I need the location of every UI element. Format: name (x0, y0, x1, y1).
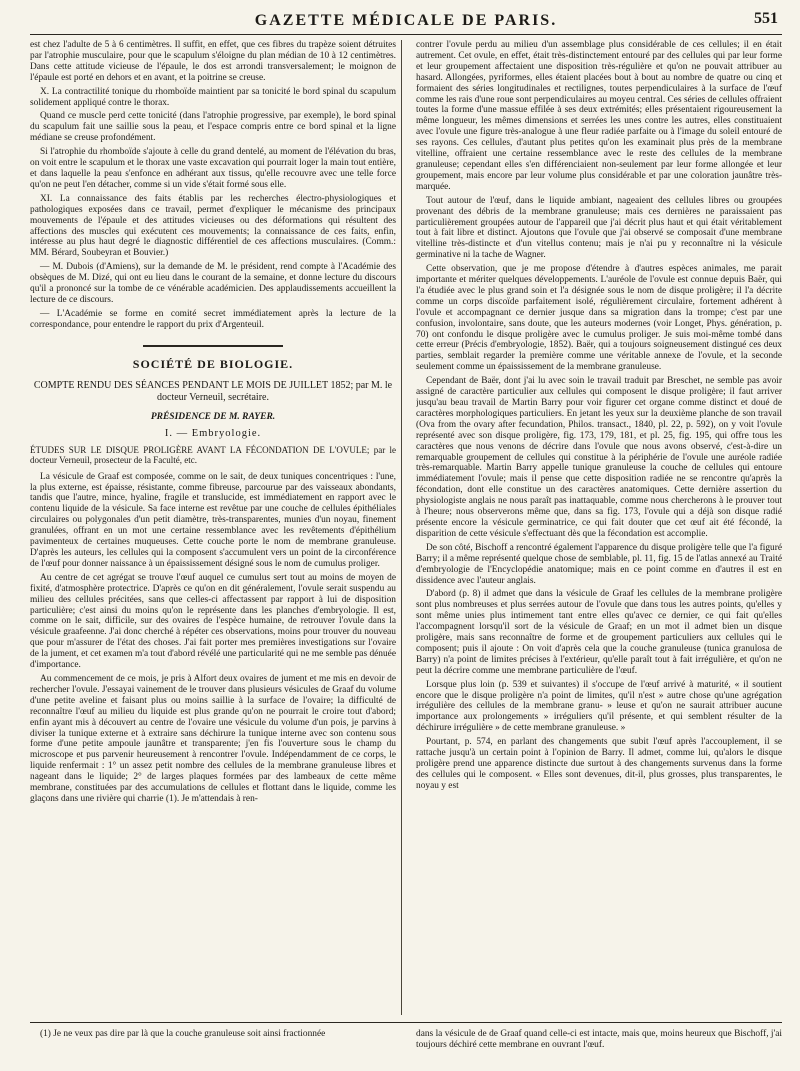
section-heading: I. — Embryologie. (164, 427, 262, 439)
columns (30, 40, 782, 1015)
paragraph: La vésicule de Graaf est composée, comme on le sait, de deux tuniques concentriques : l'une, la plus externe, est épaisse, résistante, comme fibreuse, parcourue par des vaisseaux abondants, tandis que l'autre, mince, hyaline, fragile et translucide, est immédiatement en rapport avec le contenu liquide de la vésicule. Sa face interne est revêtue par une couche de cellules épithéliales circulaires ou polygonales d'un petit diamètre, très-transparentes, munies d'un noyau, finement granulées, offrant en un mot une certaine ressemblance avec les revêtements d'épithélium pavimenteux de certaines muqueuses. Cette couche porte le nom de membrane granuleuse. D'après les auteurs, les cellules qui la composent s'accumulent vers un point de la circonférence de l'œuf pour donner naissance à un épaississement désigné sous le nom de cumulus proliger. (30, 471, 396, 569)
paragraph: Tout autour de l'œuf, dans le liquide ambiant, nageaient des cellules libres ou groupées provenant des débris de la membrane granuleuse; mais ces dernières ne paraissaient pas particulièrement groupées autour de l'appareil que j'ai décrit plus haut et qui était véritablement tout à fait libre et distinct. Ajoutons que l'ovule que j'ai observé se composait d'une membrane vitelline très-distincte et d'un vitellus contenu; mais je n'ai pu y reconnaître ni la vésicule germinative ni la tache de Wagner. (416, 195, 782, 261)
paragraph: Lorsque plus loin (p. 539 et suivantes) il s'occupe de l'œuf arrivé à maturité, « il soutient encore que le disque proligère n'a point de limites, qu'il n'est » autre chose qu'une agrégation irrégulière des cellules de la membrane granu- » leuse et qu'on ne saurait attribuer aucune importance aux prolongements » irréguliers qu'il présente, et qui semblent résulter de la déchirure irrégulière » de cette membrane granuleuse. » (416, 679, 782, 734)
section-rule (143, 345, 283, 347)
footnote-right: dans la vésicule de de Graaf quand celle-ci est intacte, mais que, moins heureux que Bischoff, j'ai toujours déchiré cette membrane en ouvrant l'œuf. (416, 1029, 782, 1050)
presidency-heading: PRÉSIDENCE DE M. RAYER. (150, 411, 276, 422)
paragraph: Cependant de Baër, dont j'ai lu avec soin le travail traduit par Breschet, ne semble pas avoir assigné de caractère particulier aux cellules qui composent le disque proligère; il faut arriver jusqu'au beau travail de Martin Barry pour voir figurer cet organe comme distinct et doué de caractères morphologiques particuliers. En jetant les yeux sur la deuxième planche de son travail (Ova from the ovary after fecundation, Philos. transact., 1840, pl. 22, p. 592), on y voit l'ovule représenté avec son disque proligère, fig. 173, 179, 181, et pl. 25, fig. 195, qui offre tous les caractères que nous venons de décrire dans l'ovule que nous avons observé, c'est-à-dire un remarquable groupement de cellules qui constitue à la périphérie de l'ovule une auréole radiée très-remarquable. Martin Barry appelle tunique granuleuse la couche de cellules qui entoure immédiatement l'ovule; mais il pense que cette disposition radiée ne se rencontre qu'après la fécondation, dont elle constitue un des caractères anatomiques. Cette dernière assertion du physiologiste anglais ne nous paraît pas inattaquable, comme nous chercherons à le prouver tout à l'heure; nous observerons même que, dans sa fig. 173, l'ovule qui a déjà son disque radié présente encore la vésicule germinatrice, ce qui fait douter que cet œuf ait été fécondé, la disparition de cette vésicule s'effectuant dès que la fécondation est accomplie. (416, 376, 782, 539)
paragraph: De son côté, Bischoff a rencontré également l'apparence du disque proligère telle que l'a figuré Barry; il a même représenté quelque chose de semblable, pl. 11, fig. 15 de l'atlas annexé au Traité d'embryologie de l'Encyclopédie anatomique; mais en ce point comme en d'autres il est en dissidence avec l'auteur anglais. (416, 542, 782, 586)
footnote-left: (1) Je ne veux pas dire par là que la couche granuleuse soit ainsi fractionnée (40, 1029, 326, 1039)
paragraph: — L'Académie se forme en comité secret immédiatement après la lecture de la correspondance, pour entendre le rapport du prix d'Argenteuil. (30, 308, 396, 330)
society-heading: SOCIÉTÉ DE BIOLOGIE. (132, 356, 294, 371)
journal-title: GAZETTE MÉDICALE DE PARIS. (254, 12, 558, 29)
session-report-heading: COMPTE RENDU DES SÉANCES PENDANT LE MOIS DE JUILLET 1852; par M. le docteur Verneuil, secrétaire. (33, 379, 393, 403)
paragraph: XI. La connaissance des faits établis par les recherches électro-physiologiques et pathologiques exposées dans ce travail, permet d'expliquer le mécanisme des principaux mouvements de l'épaule et des attitudes vicieuses ou des déformations qui résultent des affections des muscles qui exécutent ces mouvements; la connaissance de ces faits, enfin, intéresse au plus haut degré le diagnostic différentiel de ces affections musculaires. (Comm.: MM. Bérard, Soubeyran et Bouvier.) (30, 193, 396, 259)
paragraph: Au centre de cet agrégat se trouve l'œuf auquel ce cumulus sert tout au moins de moyen de fixité, d'atmosphère protectrice. D'après ce qu'on en dit généralement, l'ovule serait suspendu au milieu des cellules précitées, sans que celles-ci affectassent par rapport à lui de disposition particulière; c'est ainsi du moins qu'on le représente dans les planches d'embryologie. Il est, comme on le sait, difficile, sur des ovaires de l'espèce humaine, de retrouver l'ovule dans la vésicule graafeenne. J'ai donc cherché à répéter ces observations, moins pour trouver du nouveau que pour m'assurer de l'état des choses. J'ai fait porter mes premières investigations sur l'ovaire de la jument, et cet examen m'a tout d'abord révélé une particularité qui ne me semble pas dénuée d'importance. (30, 572, 396, 671)
paragraph: est chez l'adulte de 5 à 6 centimètres. Il suffit, en effet, que ces fibres du trapèze soient détruites par l'atrophie musculaire, pour que le scapulum s'éloigne du plan médian de 10 à 12 centimètres. Dans cette attitude vicieuse de l'épaule, le dos est arrondi transversalement; le moignon de l'épaule est porté en dehors et en avant, et la poitrine se creuse. (30, 40, 396, 83)
paragraph: contrer l'ovule perdu au milieu d'un assemblage plus considérable de ces cellules; il en était autrement. Cet ovule, en effet, était très-distinctement entouré par des cellules qui par leur forme et leur groupement affectaient une disposition très-régulière et qu'on ne pouvait attribuer au hasard. Allongées, pyriformes, elles étaient placées bout à bout au nombre de quatre ou cinq et formaient des séries longitudinales et rectilignes, toutes perpendiculaires à la surface de l'œuf comme les rais d'une roue sont perpendiculaires au moyeu central. Ces séries de cellules offraient toutes la forme d'une massue effilée à ses deux extrémités; elles présentaient rigoureusement la même longueur, les mêmes dimensions et serrées les unes contre les autres, elles constituaient avec l'ovule une figure très-analogue à une fleur radiée parfaite ou à l'image du soleil entouré de ses rayons. Ces cellules, d'autant plus petites qu'on les examinait plus près de la membrane vitelline, offraient une certaine ressemblance avec le reste des cellules de la membrane granuleuse; cependant elles s'en différenciaient non-seulement par leur forme allongée et leur groupement, mais encore par leur volume plus considérable et par une coloration jaunâtre très-marquée. (416, 40, 782, 192)
page-number: 551 (754, 10, 778, 27)
left-column (30, 40, 396, 1015)
page-header (30, 0, 782, 35)
paragraph: D'abord (p. 8) il admet que dans la vésicule de Graaf les cellules de la membrane proligère sont plus nombreuses et plus serrées autour de l'ovule que dans tous les autres points, qu'elles y sont même unies plus intimement tant entre elles qu'avec ce dernier, ce qui fait qu'elles l'accompagnent lorsqu'il sort de la vésicule de Graaf; en un mot il admet bien un disque proligère, mais sans reconnaître de forme et de groupement particuliers aux cellules qui le composent; puis il ajoute : On voit d'après cela que la couche granuleuse (tunica granulosa de Barry) n'a point de limites précises à l'extérieur, qu'elle paraît tout à fait irrégulière, et qu'on ne peut la décrire comme une membrane particulière de l'œuf. (416, 589, 782, 676)
article-title: ÉTUDES SUR LE DISQUE PROLIGÈRE AVANT LA FÉCONDATION DE L'OVULE; par le docteur Verneuil, prosecteur de la Faculté, etc. (30, 444, 396, 466)
paragraph: Quand ce muscle perd cette tonicité (dans l'atrophie progressive, par exemple), le bord spinal du scapulum fait une saillie sous la peau, et l'espace compris entre ce bord spinal et la ligne médiane se creuse profondément. (30, 111, 396, 144)
paragraph: Au commencement de ce mois, je pris à Alfort deux ovaires de jument et me mis en devoir de rechercher l'ovule. J'essayai vainement de le trouver dans plusieurs vésicules de Graaf du volume d'une petite aveline et faisant plus ou moins saillie à la surface de l'ovaire; la difficulté de reconnaître l'œuf au milieu du liquide est plus grande qu'on ne pourrait le croire tout d'abord; enfin ayant mis à découvert au centre de l'ovaire une vésicule du volume d'un pois, je parvins à diviser la tunique externe et à extraire sans déchirure la tunique interne avec son contenu sous forme d'une petite ampoule jaunâtre et transparente; j'en fis l'ouverture sous le champ du microscope et pus parvenir heureusement à rencontrer l'ovule. Indépendamment de ce corps, le liquide renfermait : 1° un assez petit nombre des cellules de la membrane granuleuse libres et nageant dans le liquide; 2° de larges plaques formées par des lambeaux de cette même membrane, constituées par des accumulations de cellules et flottant dans le liquide, comme les glaçons dans une rivière qui charrie (1). Je m'attendais à ren- (30, 673, 396, 804)
academy-report (30, 40, 396, 331)
paragraph: X. La contractilité tonique du rhomboïde maintient par sa tonicité le bord spinal du scapulum solidement appliqué contre le thorax. (30, 86, 396, 108)
right-column (416, 40, 782, 1015)
paragraph: Cette observation, que je me propose d'étendre à d'autres espèces animales, me parait importante et mériter quelques développements. L'auréole de l'ovule est connue depuis Baër, qui l'a étudiée avec le plus grand soin et l'a désignée sous le nom de disque proligère; il l'a décrite comme un corps discoïde parfaitement isolé, régulièrement circulaire, fortement adhérent à l'ovule et accompagnant ce dernier jusque dans sa migration dans la trompe; c'est par une confusion, involontaire, sans doute, que les auteurs modernes (voir Longet, Phys. génération, p. 70) ont confondu le disque proligère avec le cumulus proliger. Je suis moi-même tombé dans cette erreur (Précis d'embryologie, 1852). Baër, qui a toujours soigneusement distingué ces deux parties, semblait regarder la première comme une véritable annexe de l'ovule, et la seconde seulement comme un épaississement de la membrane granuleuse. (416, 264, 782, 373)
paragraph: Pourtant, p. 574, en parlant des changements que subit l'œuf après l'accouplement, il se rattache jusqu'à un certain point à l'opinion de Barry. Il admet, comme lui, qu'alors le disque proligère prend une apparence distincte due surtout à des changements survenus dans la forme des cellules qui le composent. « Elles sont devenues, dit-il, plus grosses, plus transparentes, le noyau y est (416, 737, 782, 791)
footnotes (30, 1022, 782, 1063)
paragraph: Si l'atrophie du rhomboïde s'ajoute à celle du grand dentelé, au moment de l'élévation du bras, on voit entre le scapulum et le thorax une vaste excavation qui pourrait loger la main tout entière, et dans laquelle la peau s'enfonce en adhérant aux tissus, qu'elle recouvre avec une telle force qu'on ne peut l'en détacher, comme si un vide s'était formé sous elle. (30, 147, 396, 190)
paragraph: — M. Dubois (d'Amiens), sur la demande de M. le président, rend compte à l'Académie des obsèques de M. Dizé, qui ont eu lieu dans le courant de la semaine, et donne lecture du discours qu'il a prononcé sur la tombe de ce vénérable académicien. Des applaudissements accueillent la lecture de ce discours. (30, 262, 396, 305)
